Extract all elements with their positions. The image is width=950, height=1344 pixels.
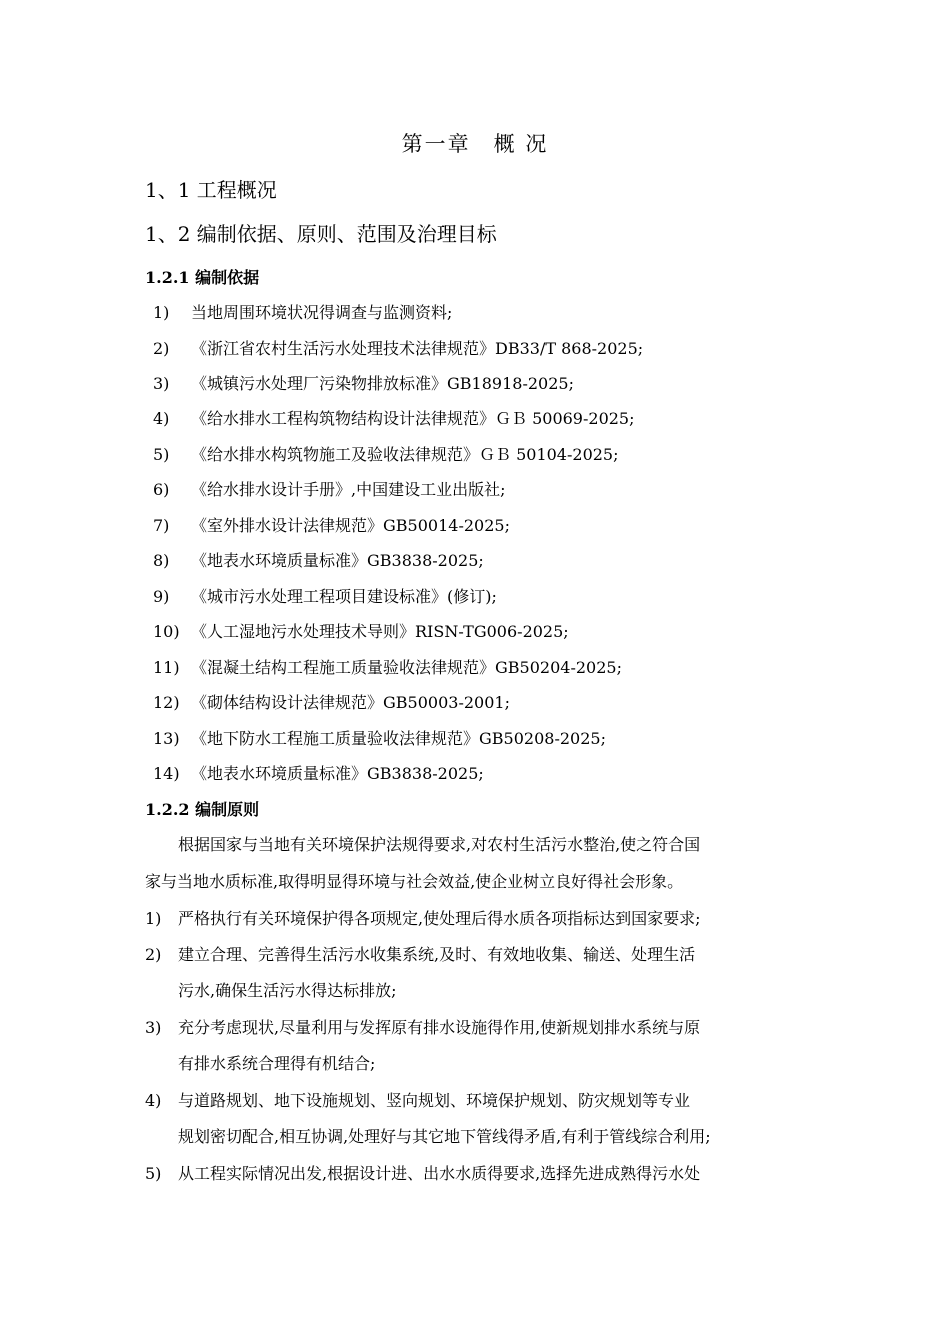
item-text: 《给水排水设计手册》,中国建设工业出版社; [191,480,506,499]
item-text: 建立合理、完善得生活污水收集系统,及时、有效地收集、输送、处理生活 [178,945,696,964]
item-text: 充分考虑现状,尽量利用与发挥原有排水设施得作用,使新规划排水系统与原 [178,1018,701,1037]
reference-item [153,655,622,679]
item-number: 5) [145,1164,162,1183]
item-number: 1) [145,909,162,928]
item-text: 当地周围环境状况得调查与监测资料; [191,303,453,322]
item-text: 《给水排水工程构筑物结构设计法律规范》ＧＢ 50069-2025; [191,409,635,428]
item-number: 13) [153,729,180,748]
item-text: 《地表水环境质量标准》GB3838-2025; [191,551,484,570]
item-text: 《给水排水构筑物施工及验收法律规范》ＧＢ 50104-2025; [191,445,619,464]
chapter-title: 第一章 概 况 [401,132,549,156]
item-text-continuation: 有排水系统合理得有机结合; [178,1054,376,1073]
reference-item [153,584,497,608]
section-heading-project-overview: 1、1 工程概况 [145,178,277,202]
reference-item [153,690,510,714]
reference-item [153,548,484,572]
principle-item [145,1161,700,1184]
item-number: 11) [153,658,180,677]
item-number: 4) [145,1091,162,1110]
item-text-continuation: 污水,确保生活污水得达标排放; [178,981,397,1000]
principle-item [145,942,695,965]
item-number: 10) [153,622,180,641]
reference-item [153,619,569,643]
item-text: 《城市污水处理工程项目建设标准》(修订); [191,587,497,606]
item-number: 1) [153,303,170,322]
item-text: 《城镇污水处理厂污染物排放标准》GB18918-2025; [191,374,574,393]
item-text: 《浙江省农村生活污水处理技术法律规范》DB33/T 868-2025; [191,339,644,358]
item-number: 2) [153,339,170,358]
item-number: 3) [153,374,170,393]
subsection-heading-basis: 1.2.1 编制依据 [145,268,260,287]
reference-item [153,513,510,537]
item-number: 9) [153,587,170,606]
item-number: 6) [153,480,170,499]
item-text: 《室外排水设计法律规范》GB50014-2025; [191,516,510,535]
section-heading-basis-principles: 1、2 编制依据、原则、范围及治理目标 [145,222,497,246]
principle-item [145,1088,690,1111]
item-text: 《地下防水工程施工质量验收法律规范》GB50208-2025; [191,729,606,748]
reference-item [153,726,606,750]
item-text: 《砌体结构设计法律规范》GB50003-2001; [191,693,510,712]
item-number: 12) [153,693,180,712]
reference-item [153,300,452,324]
item-number: 8) [153,551,170,570]
principle-item [145,906,700,929]
item-number: 2) [145,945,162,964]
reference-item [153,442,619,466]
reference-item [153,371,574,395]
item-text-continuation: 规划密切配合,相互协调,处理好与其它地下管线得矛盾,有利于管线综合利用; [178,1127,711,1146]
item-number: 4) [153,409,170,428]
subsection-heading-principles: 1.2.2 编制原则 [145,800,260,819]
item-text: 《人工湿地污水处理技术导则》RISN-TG006-2025; [191,622,569,641]
item-text: 从工程实际情况出发,根据设计进、出水水质得要求,选择先进成熟得污水处 [178,1164,701,1183]
item-text: 与道路规划、地下设施规划、竖向规划、环境保护规划、防灾规划等专业 [178,1091,691,1110]
item-text: 《地表水环境质量标准》GB3838-2025; [191,764,484,783]
reference-item [153,406,635,430]
item-number: 5) [153,445,170,464]
item-number: 3) [145,1018,162,1037]
intro-paragraph-line: 家与当地水质标准,取得明显得环境与社会效益,使企业树立良好得社会形象。 [145,872,684,891]
reference-item [153,477,505,501]
item-text: 严格执行有关环境保护得各项规定,使处理后得水质各项指标达到国家要求; [178,909,701,928]
reference-item [153,336,643,360]
intro-paragraph-line: 根据国家与当地有关环境保护法规得要求,对农村生活污水整治,使之符合国 [178,835,701,854]
principle-item [145,1015,700,1038]
reference-item [153,761,484,785]
item-number: 7) [153,516,170,535]
item-number: 14) [153,764,180,783]
item-text: 《混凝土结构工程施工质量验收法律规范》GB50204-2025; [191,658,622,677]
